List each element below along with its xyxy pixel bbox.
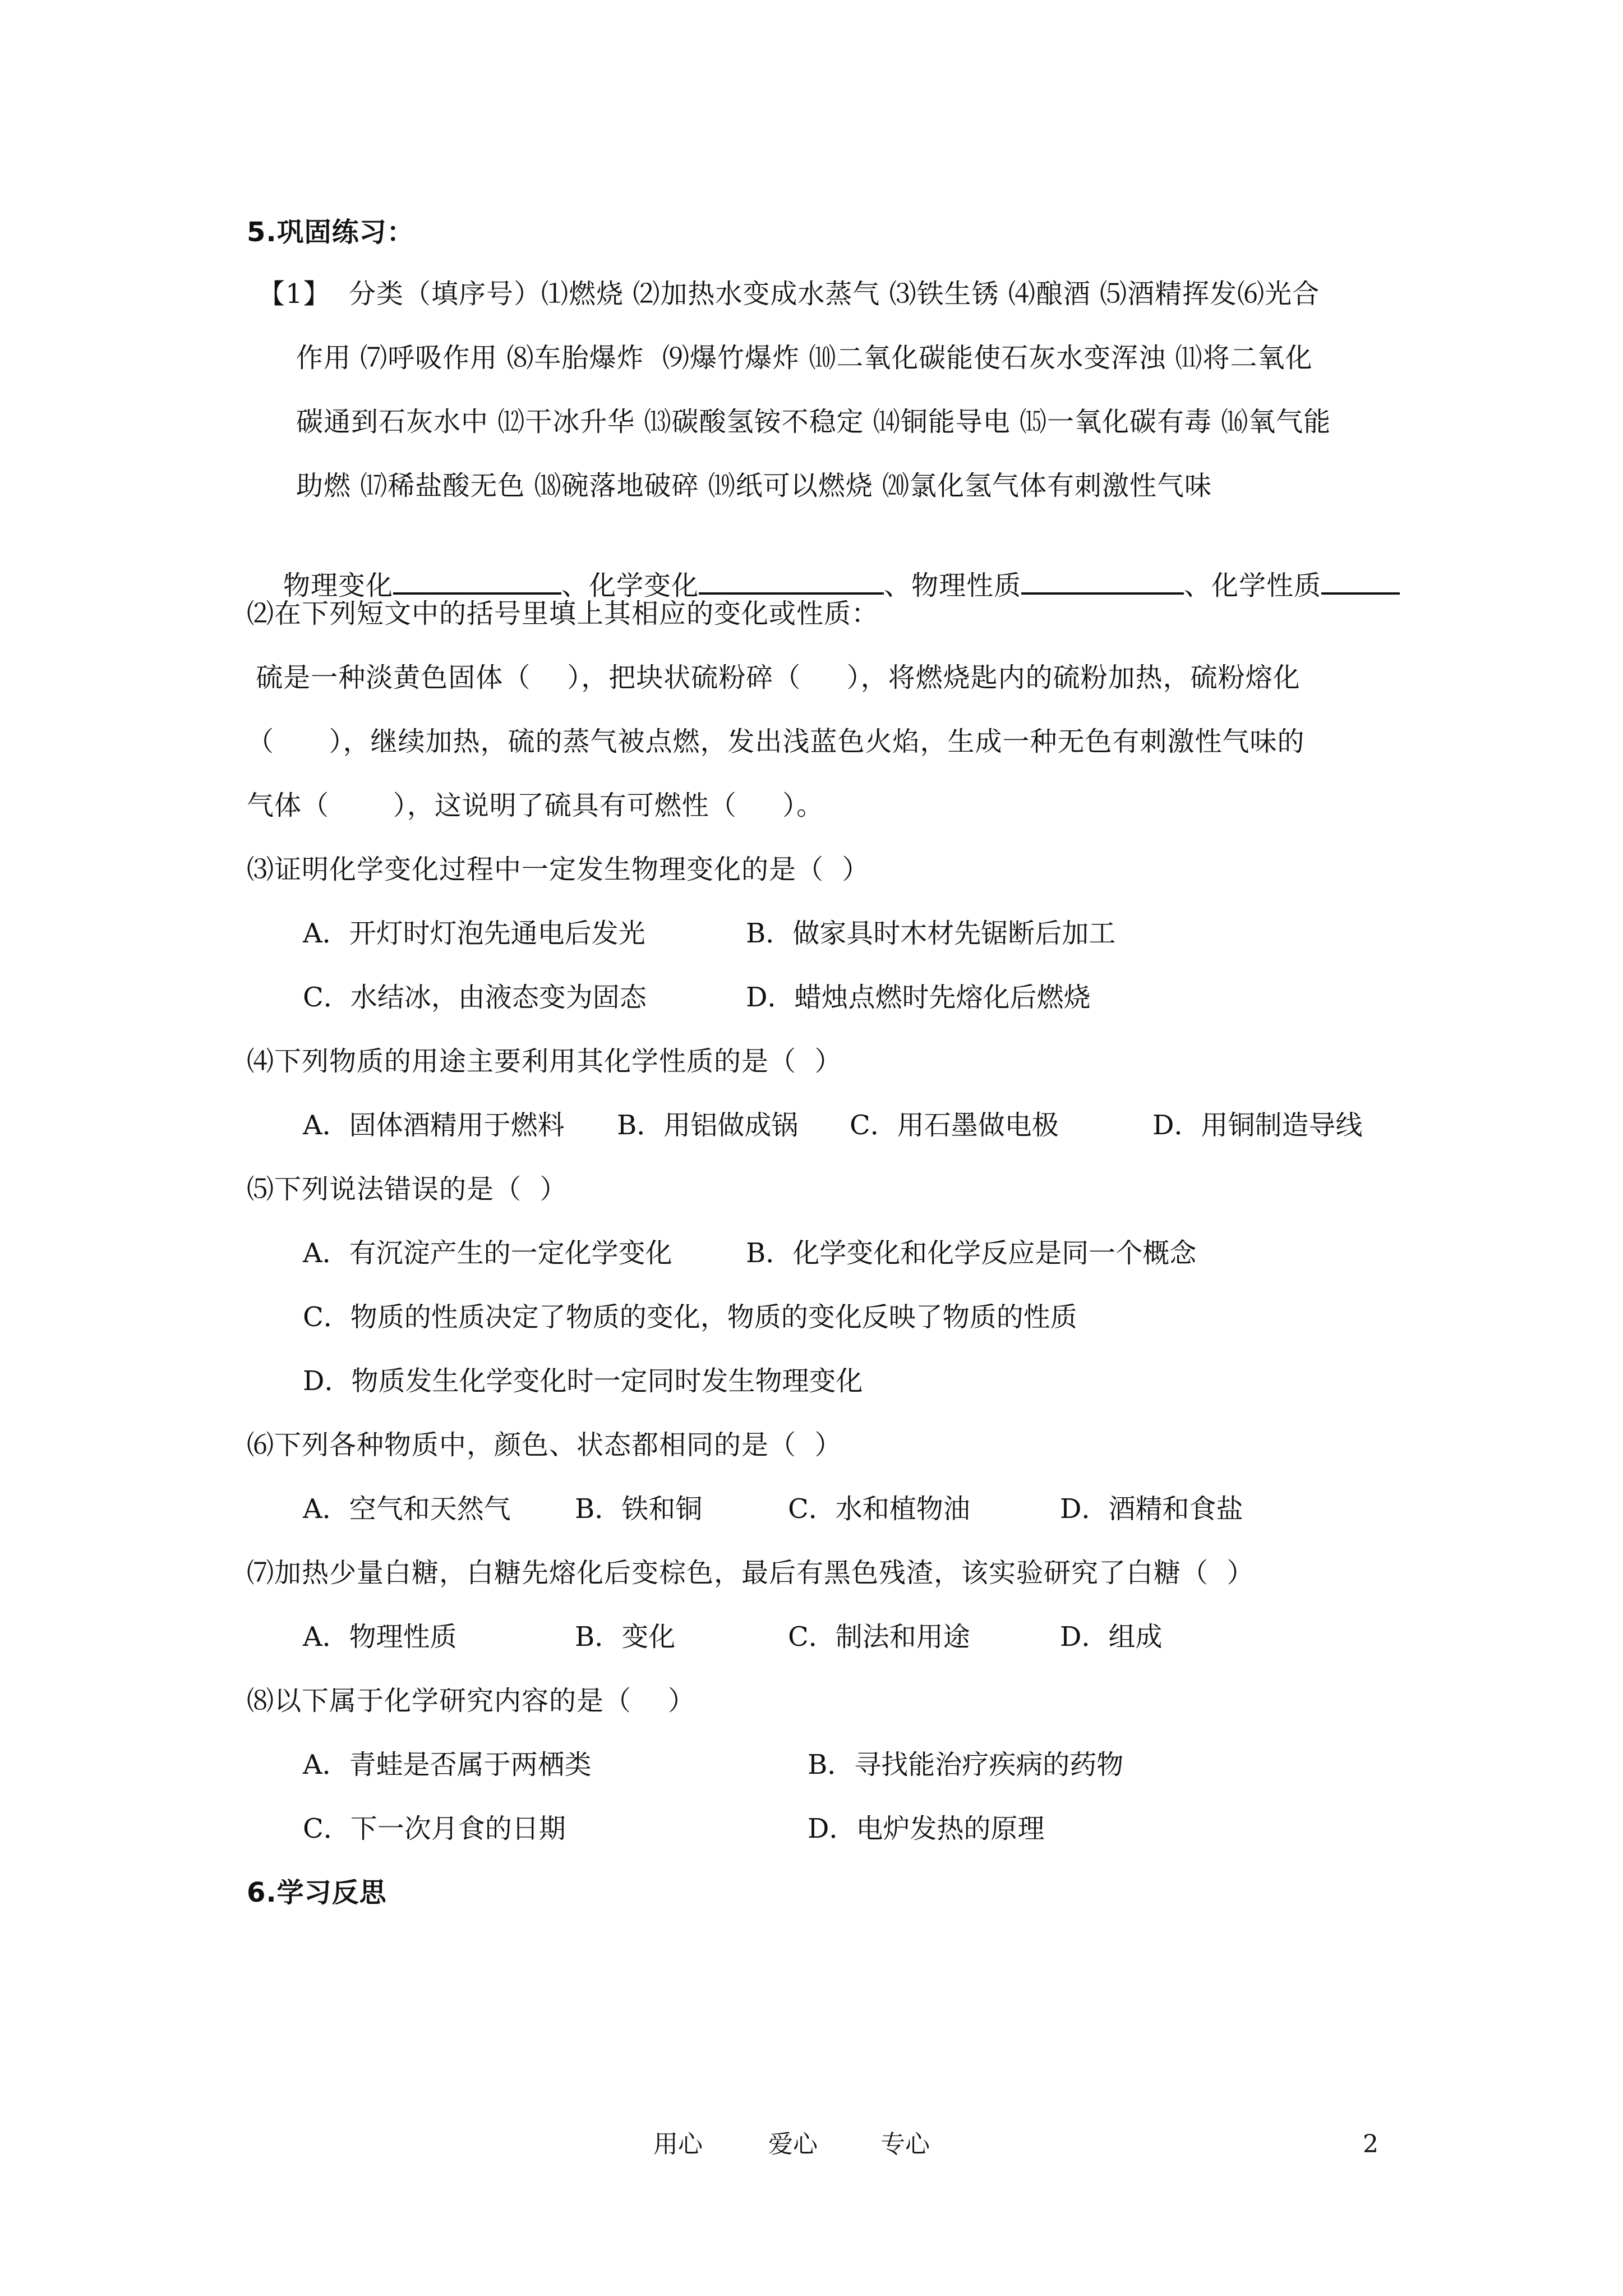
q4-stem: ⑷下列物质的用途主要利用其化学性质的是（ ） xyxy=(247,1046,842,1077)
q4-option-c[interactable]: C．用石墨做电极 xyxy=(850,1110,1059,1141)
label-physical-property: 物理性质 xyxy=(911,570,1022,601)
q5-option-a[interactable]: A．有沉淀产生的一定化学变化 xyxy=(303,1237,672,1269)
q7-stem: ⑺加热少量白糖，白糖先熔化后变棕色，最后有黑色残渣，该实验研究了白糖（ ） xyxy=(247,1557,1255,1589)
q3-option-b[interactable]: B．做家具时木材先锯断后加工 xyxy=(746,918,1116,949)
q5-option-d[interactable]: D．物质发生化学变化时一定同时发生物理变化 xyxy=(303,1365,863,1397)
q8-option-c[interactable]: C．下一次月食的日期 xyxy=(303,1813,566,1844)
q1-line3: 碳通到石灰水中 ⑿干冰升华 ⒀碳酸氢铵不稳定 ⒁铜能导电 ⒂一氧化碳有毒 ⒃氧气能 xyxy=(296,406,1331,438)
q8-option-a[interactable]: A．青蛙是否属于两栖类 xyxy=(303,1749,592,1780)
q4-option-a[interactable]: A．固体酒精用于燃料 xyxy=(303,1110,565,1141)
separator: 、 xyxy=(561,570,589,601)
label-physical-change: 物理变化 xyxy=(283,570,394,601)
q8-option-d[interactable]: D．电炉发热的原理 xyxy=(808,1813,1045,1844)
q8-stem: ⑻以下属于化学研究内容的是（ ） xyxy=(247,1685,696,1717)
q1-line4: 助燃 ⒄稀盐酸无色 ⒅碗落地破碎 ⒆纸可以燃烧 ⒇氯化氢气体有刺激性气味 xyxy=(296,470,1212,501)
section6-title: 6.学习反思 xyxy=(247,1877,387,1908)
q7-option-c[interactable]: C．制法和用途 xyxy=(788,1621,970,1653)
separator: 、 xyxy=(884,570,912,601)
q6-option-b[interactable]: B．铁和铜 xyxy=(575,1493,703,1525)
q2-stem: ⑵在下列短文中的括号里填上其相应的变化或性质： xyxy=(247,598,879,629)
footer-motto-2: 爱心 xyxy=(768,2130,818,2159)
q3-option-a[interactable]: A．开灯时灯泡先通电后发光 xyxy=(303,918,645,949)
q6-option-a[interactable]: A．空气和天然气 xyxy=(303,1493,511,1525)
q8-option-b[interactable]: B．寻找能治疗疾病的药物 xyxy=(808,1749,1124,1780)
blank-chemical-property[interactable] xyxy=(1321,567,1400,595)
blank-physical-property[interactable] xyxy=(1021,567,1184,595)
q6-option-d[interactable]: D．酒精和食盐 xyxy=(1060,1493,1243,1525)
q2-line1: 硫是一种淡黄色固体（ ），把块状硫粉碎（ ），将燃烧匙内的硫粉加热，硫粉熔化 xyxy=(247,662,1301,693)
separator: 、 xyxy=(1184,570,1212,601)
blank-chemical-change[interactable] xyxy=(699,567,884,595)
q5-stem: ⑸下列说法错误的是（ ） xyxy=(247,1174,568,1205)
section5-title: 5.巩固练习： xyxy=(247,217,414,248)
q2-line3: 气体（ ），这说明了硫具有可燃性（ ）。 xyxy=(247,790,824,821)
q7-option-d[interactable]: D．组成 xyxy=(1060,1621,1163,1653)
q1-line2: 作用 ⑺呼吸作用 ⑻车胎爆炸 ⑼爆竹爆炸 ⑽二氧化碳能使石灰水变浑浊 ⑾将二氧化 xyxy=(296,342,1313,374)
q5-option-b[interactable]: B．化学变化和化学反应是同一个概念 xyxy=(746,1237,1197,1269)
q5-option-c[interactable]: C．物质的性质决定了物质的变化，物质的变化反映了物质的性质 xyxy=(303,1301,1077,1333)
q6-option-c[interactable]: C．水和植物油 xyxy=(788,1493,970,1525)
q3-option-c[interactable]: C．水结冰，由液态变为固态 xyxy=(303,982,647,1013)
q6-stem: ⑹下列各种物质中，颜色、状态都相同的是（ ） xyxy=(247,1429,842,1461)
label-chemical-change: 化学变化 xyxy=(589,570,699,601)
blank-physical-change[interactable] xyxy=(393,567,561,595)
q4-option-b[interactable]: B．用铝做成锅 xyxy=(617,1110,799,1141)
q4-option-d[interactable]: D．用铜制造导线 xyxy=(1152,1110,1363,1141)
q3-stem: ⑶证明化学变化过程中一定发生物理变化的是（ ） xyxy=(247,854,870,885)
footer-motto-3: 专心 xyxy=(880,2130,930,2159)
q2-line2: （ ），继续加热，硫的蒸气被点燃，发出浅蓝色火焰，生成一种无色有刺激性气味的 xyxy=(247,726,1305,757)
footer-motto-1: 用心 xyxy=(653,2130,703,2159)
q7-option-b[interactable]: B．变化 xyxy=(575,1621,676,1653)
label-chemical-property: 化学性质 xyxy=(1211,570,1322,601)
q7-option-a[interactable]: A．物理性质 xyxy=(303,1621,457,1653)
page-number: 2 xyxy=(1363,2130,1378,2159)
q1-line1: 【1】 分类（填序号）⑴燃烧 ⑵加热水变成水蒸气 ⑶铁生锈 ⑷酿酒 ⑸酒精挥发⑹光合 xyxy=(258,278,1320,310)
q3-option-d[interactable]: D．蜡烛点燃时先熔化后燃烧 xyxy=(746,982,1091,1013)
